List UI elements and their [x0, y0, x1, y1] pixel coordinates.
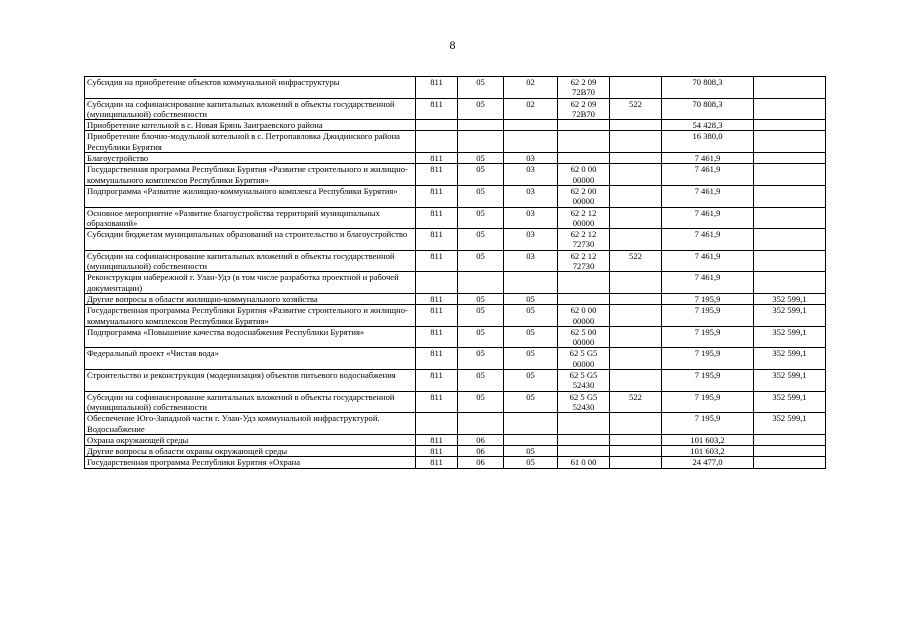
row-expense-type [610, 272, 662, 294]
row-gr-code: 811 [416, 207, 458, 229]
row-amount-1: 7 461,9 [662, 250, 754, 272]
row-subsection: 05 [504, 446, 558, 457]
table-row [85, 120, 826, 131]
table-row [85, 207, 826, 229]
row-gr-code: 811 [416, 98, 458, 120]
row-section: 05 [458, 185, 504, 207]
row-gr-code: 811 [416, 370, 458, 392]
row-section [458, 120, 504, 131]
row-amount-2 [754, 77, 826, 99]
row-target-article: 62 2 12 72730 [558, 250, 610, 272]
row-gr-code: 811 [416, 185, 458, 207]
row-name: Охрана окружающей среды [85, 434, 416, 445]
row-expense-type [610, 326, 662, 348]
row-subsection: 05 [504, 326, 558, 348]
row-section: 05 [458, 250, 504, 272]
row-target-article: 61 0 00 [558, 457, 610, 468]
row-amount-1: 54 428,3 [662, 120, 754, 131]
row-amount-2: 352 599,1 [754, 370, 826, 392]
row-subsection [504, 131, 558, 153]
table-row [85, 434, 826, 445]
row-subsection: 05 [504, 457, 558, 468]
row-expense-type [610, 164, 662, 186]
row-name: Субсидия на приобретение объектов коммунальной инфраструктуры [85, 77, 416, 99]
table-row [85, 164, 826, 186]
row-name: Субсидии на софинансирование капитальных вложений в объекты государственной (муниципальной) собственности [85, 250, 416, 272]
table-row [85, 229, 826, 251]
row-amount-2 [754, 120, 826, 131]
row-subsection: 03 [504, 185, 558, 207]
row-subsection: 03 [504, 229, 558, 251]
row-gr-code: 811 [416, 326, 458, 348]
row-section [458, 272, 504, 294]
row-expense-type [610, 185, 662, 207]
table-row [85, 98, 826, 120]
row-amount-2 [754, 153, 826, 164]
row-name: Федеральный проект «Чистая вода» [85, 348, 416, 370]
row-amount-2: 352 599,1 [754, 413, 826, 435]
row-section: 05 [458, 164, 504, 186]
row-expense-type [610, 153, 662, 164]
row-section: 05 [458, 391, 504, 413]
row-name: Государственная программа Республики Бурятия «Развитие строительного и жилищно-коммунального комплексов Республики Бурятия» [85, 305, 416, 327]
row-expense-type [610, 305, 662, 327]
row-target-article: 62 2 00 00000 [558, 185, 610, 207]
row-amount-2 [754, 185, 826, 207]
table-row [85, 370, 826, 392]
row-gr-code [416, 131, 458, 153]
table-body [85, 77, 826, 469]
row-subsection: 05 [504, 391, 558, 413]
row-section: 05 [458, 305, 504, 327]
row-section: 05 [458, 207, 504, 229]
row-subsection: 02 [504, 98, 558, 120]
row-target-article: 62 5 G5 52430 [558, 391, 610, 413]
table-row [85, 293, 826, 304]
row-section [458, 131, 504, 153]
row-expense-type: 522 [610, 250, 662, 272]
table-row [85, 326, 826, 348]
row-target-article [558, 446, 610, 457]
row-section: 06 [458, 457, 504, 468]
row-target-article [558, 131, 610, 153]
row-gr-code: 811 [416, 229, 458, 251]
row-expense-type [610, 77, 662, 99]
row-gr-code: 811 [416, 348, 458, 370]
row-name: Другие вопросы в области охраны окружающей среды [85, 446, 416, 457]
row-amount-2: 352 599,1 [754, 391, 826, 413]
row-name: Субсидии на софинансирование капитальных вложений в объекты государственной (муниципальной) собственности [85, 391, 416, 413]
page-number: 8 [449, 38, 456, 52]
row-gr-code [416, 120, 458, 131]
row-name: Приобретение блочно-модульной котельной в с. Петропавловка Джидинского района Республики Бурятия [85, 131, 416, 153]
row-section: 05 [458, 326, 504, 348]
row-amount-1: 16 380,0 [662, 131, 754, 153]
row-gr-code: 811 [416, 77, 458, 99]
row-name: Основное мероприятие «Развитие благоустройства территорий муниципальных образований» [85, 207, 416, 229]
row-amount-2: 352 599,1 [754, 348, 826, 370]
row-amount-1: 7 195,9 [662, 348, 754, 370]
row-expense-type: 522 [610, 98, 662, 120]
row-amount-1: 7 195,9 [662, 305, 754, 327]
table-row [85, 305, 826, 327]
row-amount-2 [754, 272, 826, 294]
row-name: Строительство и реконструкция (модернизация) объектов питьевого водоснабжения [85, 370, 416, 392]
row-amount-2 [754, 207, 826, 229]
row-amount-2: 352 599,1 [754, 326, 826, 348]
row-gr-code: 811 [416, 446, 458, 457]
row-amount-1: 7 195,9 [662, 413, 754, 435]
row-amount-2 [754, 446, 826, 457]
row-target-article: 62 5 G5 00000 [558, 348, 610, 370]
row-amount-1: 70 808,3 [662, 77, 754, 99]
row-amount-2 [754, 457, 826, 468]
budget-table [84, 76, 826, 469]
row-target-article: 62 0 00 00000 [558, 164, 610, 186]
row-amount-1: 7 461,9 [662, 164, 754, 186]
table-row [85, 413, 826, 435]
row-amount-1: 7 461,9 [662, 229, 754, 251]
row-amount-2 [754, 98, 826, 120]
row-subsection: 05 [504, 370, 558, 392]
table-row [85, 153, 826, 164]
row-expense-type: 522 [610, 391, 662, 413]
row-subsection: 05 [504, 293, 558, 304]
row-subsection [504, 272, 558, 294]
row-gr-code [416, 272, 458, 294]
table-row [85, 348, 826, 370]
row-target-article [558, 272, 610, 294]
row-section: 05 [458, 293, 504, 304]
table-row [85, 272, 826, 294]
row-expense-type [610, 370, 662, 392]
row-target-article [558, 413, 610, 435]
table-row [85, 446, 826, 457]
row-section: 05 [458, 229, 504, 251]
row-name: Подпрограмма «Повышение качества водоснабжения Республики Бурятия» [85, 326, 416, 348]
row-gr-code: 811 [416, 250, 458, 272]
row-section: 05 [458, 77, 504, 99]
row-subsection: 03 [504, 207, 558, 229]
row-subsection [504, 413, 558, 435]
row-subsection [504, 434, 558, 445]
row-section: 06 [458, 434, 504, 445]
row-name: Благоустройство [85, 153, 416, 164]
row-amount-1: 7 461,9 [662, 153, 754, 164]
row-section: 06 [458, 446, 504, 457]
row-name: Субсидии бюджетам муниципальных образований на строительство и благоустройство [85, 229, 416, 251]
row-expense-type [610, 348, 662, 370]
row-name: Обеспечение Юго-Западной части г. Улан-Удэ коммунальной инфраструктурой. Водоснабжение [85, 413, 416, 435]
row-expense-type [610, 413, 662, 435]
row-subsection: 03 [504, 164, 558, 186]
table-row [85, 131, 826, 153]
row-section [458, 413, 504, 435]
row-amount-1: 70 808,3 [662, 98, 754, 120]
row-expense-type [610, 457, 662, 468]
row-target-article [558, 120, 610, 131]
row-amount-2 [754, 229, 826, 251]
row-amount-1: 7 461,9 [662, 185, 754, 207]
row-amount-2 [754, 131, 826, 153]
row-subsection: 03 [504, 250, 558, 272]
table-row [85, 77, 826, 99]
row-expense-type [610, 434, 662, 445]
row-target-article [558, 434, 610, 445]
row-amount-1: 7 461,9 [662, 272, 754, 294]
row-name: Государственная программа Республики Бурятия «Охрана [85, 457, 416, 468]
row-amount-1: 24 477,0 [662, 457, 754, 468]
row-amount-1: 7 195,9 [662, 326, 754, 348]
table-row [85, 250, 826, 272]
row-amount-1: 7 195,9 [662, 293, 754, 304]
row-subsection: 05 [504, 305, 558, 327]
row-gr-code: 811 [416, 457, 458, 468]
row-section: 05 [458, 348, 504, 370]
row-name: Другие вопросы в области жилищно-коммунального хозяйства [85, 293, 416, 304]
row-target-article: 62 5 00 00000 [558, 326, 610, 348]
row-subsection [504, 120, 558, 131]
row-target-article [558, 153, 610, 164]
row-target-article: 62 2 09 72В70 [558, 77, 610, 99]
row-amount-2: 352 599,1 [754, 305, 826, 327]
row-amount-2 [754, 250, 826, 272]
row-section: 05 [458, 370, 504, 392]
row-gr-code [416, 413, 458, 435]
row-amount-1: 7 195,9 [662, 391, 754, 413]
row-expense-type [610, 120, 662, 131]
row-gr-code: 811 [416, 164, 458, 186]
row-target-article: 62 2 09 72В70 [558, 98, 610, 120]
row-subsection: 03 [504, 153, 558, 164]
table-row [85, 391, 826, 413]
row-expense-type [610, 207, 662, 229]
row-target-article: 62 0 00 00000 [558, 305, 610, 327]
row-target-article: 62 2 12 00000 [558, 207, 610, 229]
row-gr-code: 811 [416, 391, 458, 413]
row-amount-2 [754, 434, 826, 445]
row-name: Государственная программа Республики Бурятия «Развитие строительного и жилищно-коммунального комплексов Республики Бурятия» [85, 164, 416, 186]
row-target-article [558, 293, 610, 304]
table-row [85, 185, 826, 207]
row-target-article: 62 5 G5 52430 [558, 370, 610, 392]
row-section: 05 [458, 153, 504, 164]
row-name: Субсидии на софинансирование капитальных вложений в объекты государственной (муниципальной) собственности [85, 98, 416, 120]
row-gr-code: 811 [416, 434, 458, 445]
row-gr-code: 811 [416, 305, 458, 327]
row-section: 05 [458, 98, 504, 120]
row-expense-type [610, 446, 662, 457]
row-expense-type [610, 229, 662, 251]
row-subsection: 05 [504, 348, 558, 370]
row-expense-type [610, 131, 662, 153]
row-amount-1: 101 603,2 [662, 434, 754, 445]
row-name: Подпрограмма «Развитие жилищно-коммунального комплекса Республики Бурятия» [85, 185, 416, 207]
row-amount-2: 352 599,1 [754, 293, 826, 304]
row-subsection: 02 [504, 77, 558, 99]
row-expense-type [610, 293, 662, 304]
row-gr-code: 811 [416, 153, 458, 164]
row-amount-1: 101 603,2 [662, 446, 754, 457]
row-name: Реконструкция набережной г. Улан-Удэ (в том числе разработка проектной и рабочей документации) [85, 272, 416, 294]
row-amount-1: 7 195,9 [662, 370, 754, 392]
table-row [85, 457, 826, 468]
row-gr-code: 811 [416, 293, 458, 304]
row-name: Приобретение котельной в с. Новая Брянь Заиграевского района [85, 120, 416, 131]
row-target-article: 62 2 12 72730 [558, 229, 610, 251]
row-amount-2 [754, 164, 826, 186]
row-amount-1: 7 461,9 [662, 207, 754, 229]
